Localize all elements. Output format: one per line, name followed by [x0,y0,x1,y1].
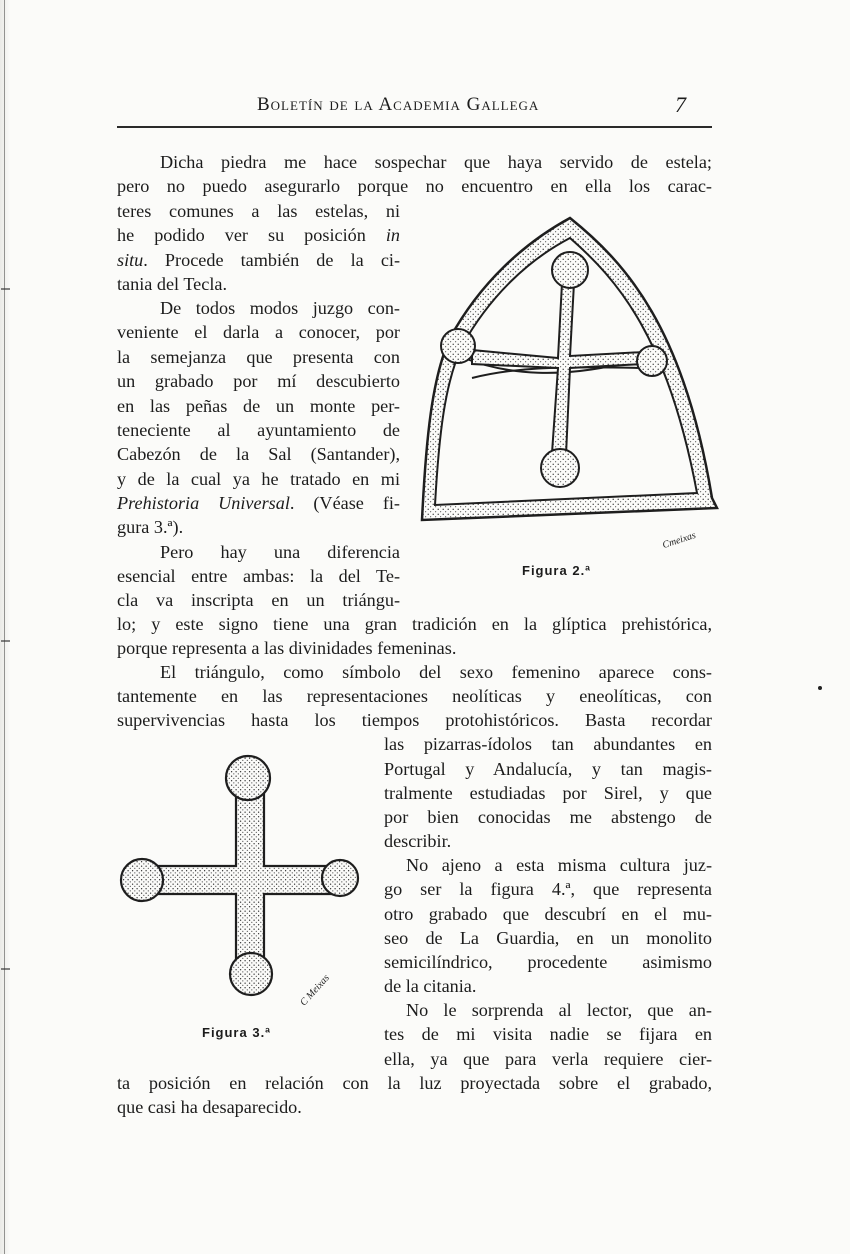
text-line: seo de La Guardia, en un monolito [384,928,712,948]
text-line: tes de mi visita nadie se fijara en [384,1024,712,1044]
text-line: El triángulo, como símbolo del sexo femenino aparece cons- [160,662,712,682]
text-line: Cabezón de la Sal (Santander), [117,444,400,464]
text-line: Portugal y Andalucía, y tan magis- [384,759,712,779]
scan-mark [1,288,10,290]
text-line: porque representa a las divinidades femeninas. [117,638,457,658]
figure-3-caption: Figura 3.ª [202,1025,271,1040]
page-header [117,94,712,124]
text-line: lo; y este signo tiene una gran tradición en la glíptica prehistórica, [117,614,712,634]
scan-edge [0,0,10,1254]
text-line: por bien conocidas me abstengo de [384,807,712,827]
text-line: describir. [384,831,452,851]
text-line: he podido ver su posición in [117,225,400,245]
text-line: De todos modos juzgo con- [160,298,400,318]
text-line: tania del Tecla. [117,274,227,294]
text-line: veniente el darla a conocer, por [117,322,400,342]
figure-3-engraving [118,748,368,1018]
running-title: Boletín de la Academia Gallega [257,94,540,115]
text-line: supervivencias hasta los tiempos protohistóricos. Basta recordar [117,710,712,730]
text-line: y de la cual ya he tratado en mi [117,469,400,489]
text-line: tantemente en las representaciones neolíticas y eneolíticas, con [117,686,712,706]
scan-speck [818,686,822,690]
page-number: 7 [675,92,686,117]
text-line: pero no puedo asegurarlo porque no encuentro en ella los carac- [117,176,712,196]
text-line: go ser la figura 4.ª, que representa [384,879,712,899]
text-line: semicilíndrico, procedente asimismo [384,952,712,972]
header-rule [117,126,712,128]
text-line: ella, ya que para verla requiere cier- [384,1049,712,1069]
figure-2-signature: Cmeixas [661,529,698,552]
text-line: tralmente estudiadas por Sirel, y que [384,783,712,803]
figure-3-signature: C Meixas [298,972,332,1009]
text-line: Dicha piedra me hace sospechar que haya servido de estela; [160,152,712,172]
text-line: No ajeno a esta misma cultura juz- [406,855,712,875]
text-line: esencial entre ambas: la del Te- [117,566,400,586]
text-line: la semejanza que presenta con [117,347,400,367]
text-line: otro grabado que descubrí en el mu- [384,904,712,924]
scan-binding-line [4,0,5,1254]
text-line: las pizarras-ídolos tan abundantes en [384,734,712,754]
text-line: Prehistoria Universal. (Véase fi- [117,493,400,513]
scan-mark [1,640,10,642]
scan-mark [1,968,10,970]
figure-2-engraving [412,208,722,528]
text-line: No le sorprenda al lector, que an- [406,1000,712,1020]
text-line: que casi ha desaparecido. [117,1097,302,1117]
text-line: gura 3.ª). [117,517,184,537]
text-line: teres comunes a las estelas, ni [117,201,400,221]
text-line: situ. Procede también de la ci- [117,250,400,270]
text-line: de la citania. [384,976,477,996]
figure-2-caption: Figura 2.ª [522,563,591,578]
text-line: un grabado por mí descubierto [117,371,400,391]
text-line: Pero hay una diferencia [160,542,400,562]
text-line: en las peñas de un monte per- [117,396,400,416]
text-line: cla va inscripta en un triángu- [117,590,400,610]
cross-engraving [121,756,358,995]
text-line: ta posición en relación con la luz proyectada sobre el grabado, [117,1073,712,1093]
text-line: teneciente al ayuntamiento de [117,420,400,440]
